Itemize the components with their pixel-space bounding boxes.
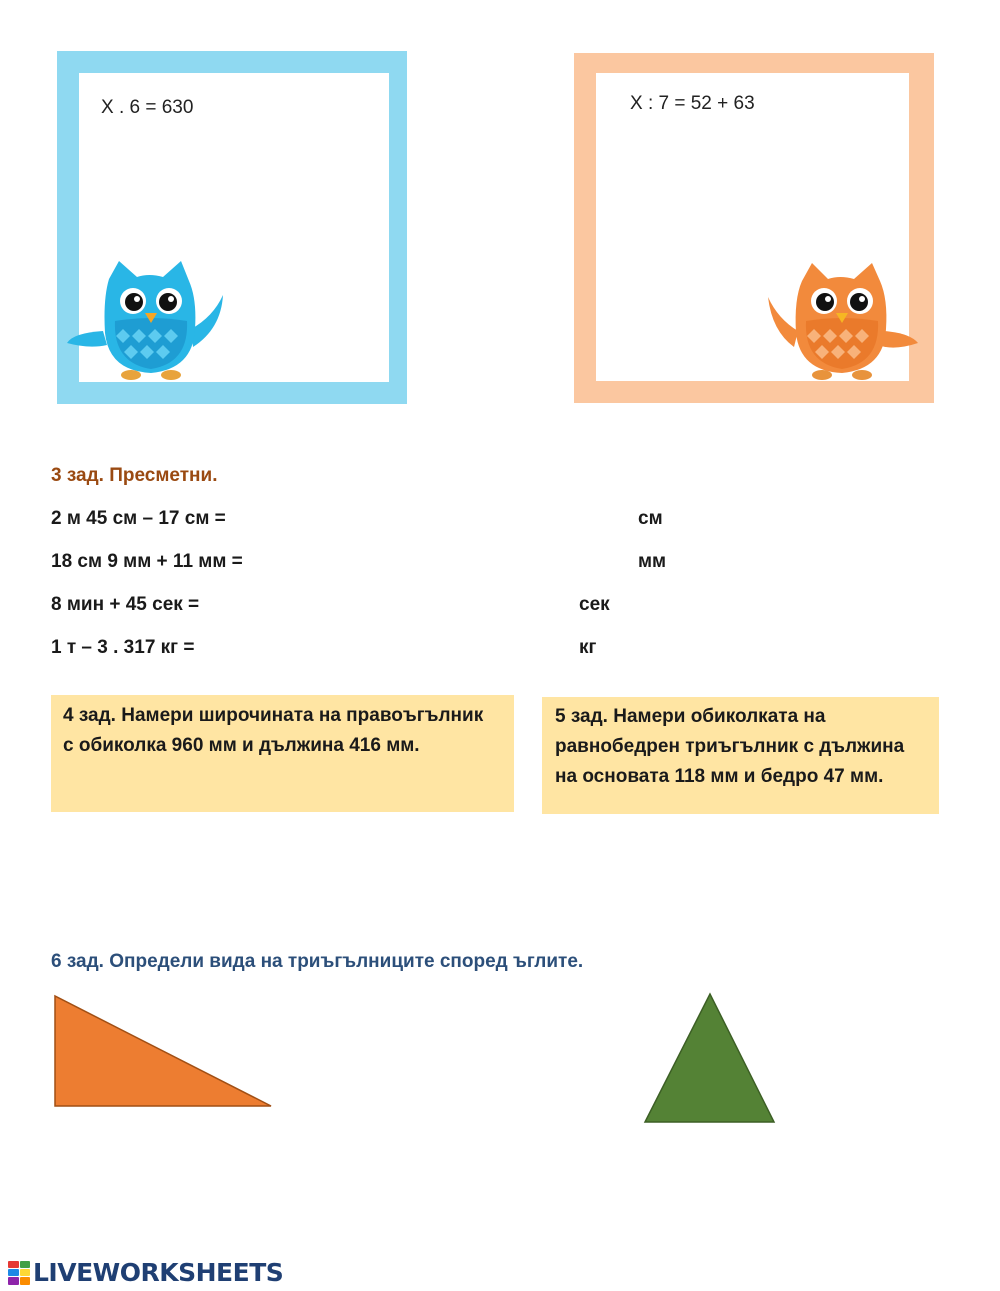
task4-box bbox=[51, 695, 514, 812]
liveworksheets-logo-icon bbox=[8, 1261, 30, 1285]
equation-2: X : 7 = 52 + 63 bbox=[630, 93, 755, 114]
task3-expression-2: 18 см 9 мм + 11 мм = bbox=[51, 551, 243, 572]
equation-1: X . 6 = 630 bbox=[101, 97, 194, 118]
task6-heading: 6 зад. Определи вида на триъгълниците според ъглите. bbox=[51, 951, 584, 972]
right-triangle-shape bbox=[50, 990, 276, 1112]
task3-unit-1: см bbox=[638, 508, 663, 529]
task3-expression-4: 1 т – 3 . 317 кг = bbox=[51, 637, 195, 658]
task3-unit-4: кг bbox=[579, 637, 597, 658]
task5-line-1: 5 зад. Намери обиколката на bbox=[555, 706, 826, 727]
acute-triangle-shape bbox=[640, 988, 780, 1128]
task3-unit-3: сек bbox=[579, 594, 610, 615]
task4-line-1: 4 зад. Намери широчината на правоъгълник bbox=[63, 705, 484, 726]
task4-line-2: с обиколка 960 мм и дължина 416 мм. bbox=[63, 735, 420, 756]
logo-text: LIVEWORKSHEETS bbox=[33, 1258, 284, 1287]
task3-unit-2: мм bbox=[638, 551, 667, 572]
task3-expression-1: 2 м 45 см – 17 см = bbox=[51, 508, 226, 529]
task3-heading: 3 зад. Пресметни. bbox=[51, 465, 218, 486]
task5-line-2: равнобедрен триъгълник с дължина bbox=[555, 736, 905, 757]
blue-owl-icon bbox=[63, 259, 233, 387]
liveworksheets-logo bbox=[8, 1258, 283, 1287]
task5-line-3: на основата 118 мм и бедро 47 мм. bbox=[555, 766, 884, 787]
blue-owl-card bbox=[57, 51, 407, 404]
orange-owl-card bbox=[574, 53, 934, 403]
task3-expression-3: 8 мин + 45 сек = bbox=[51, 594, 200, 615]
orange-owl-icon bbox=[764, 259, 924, 387]
task5-box bbox=[542, 697, 939, 814]
